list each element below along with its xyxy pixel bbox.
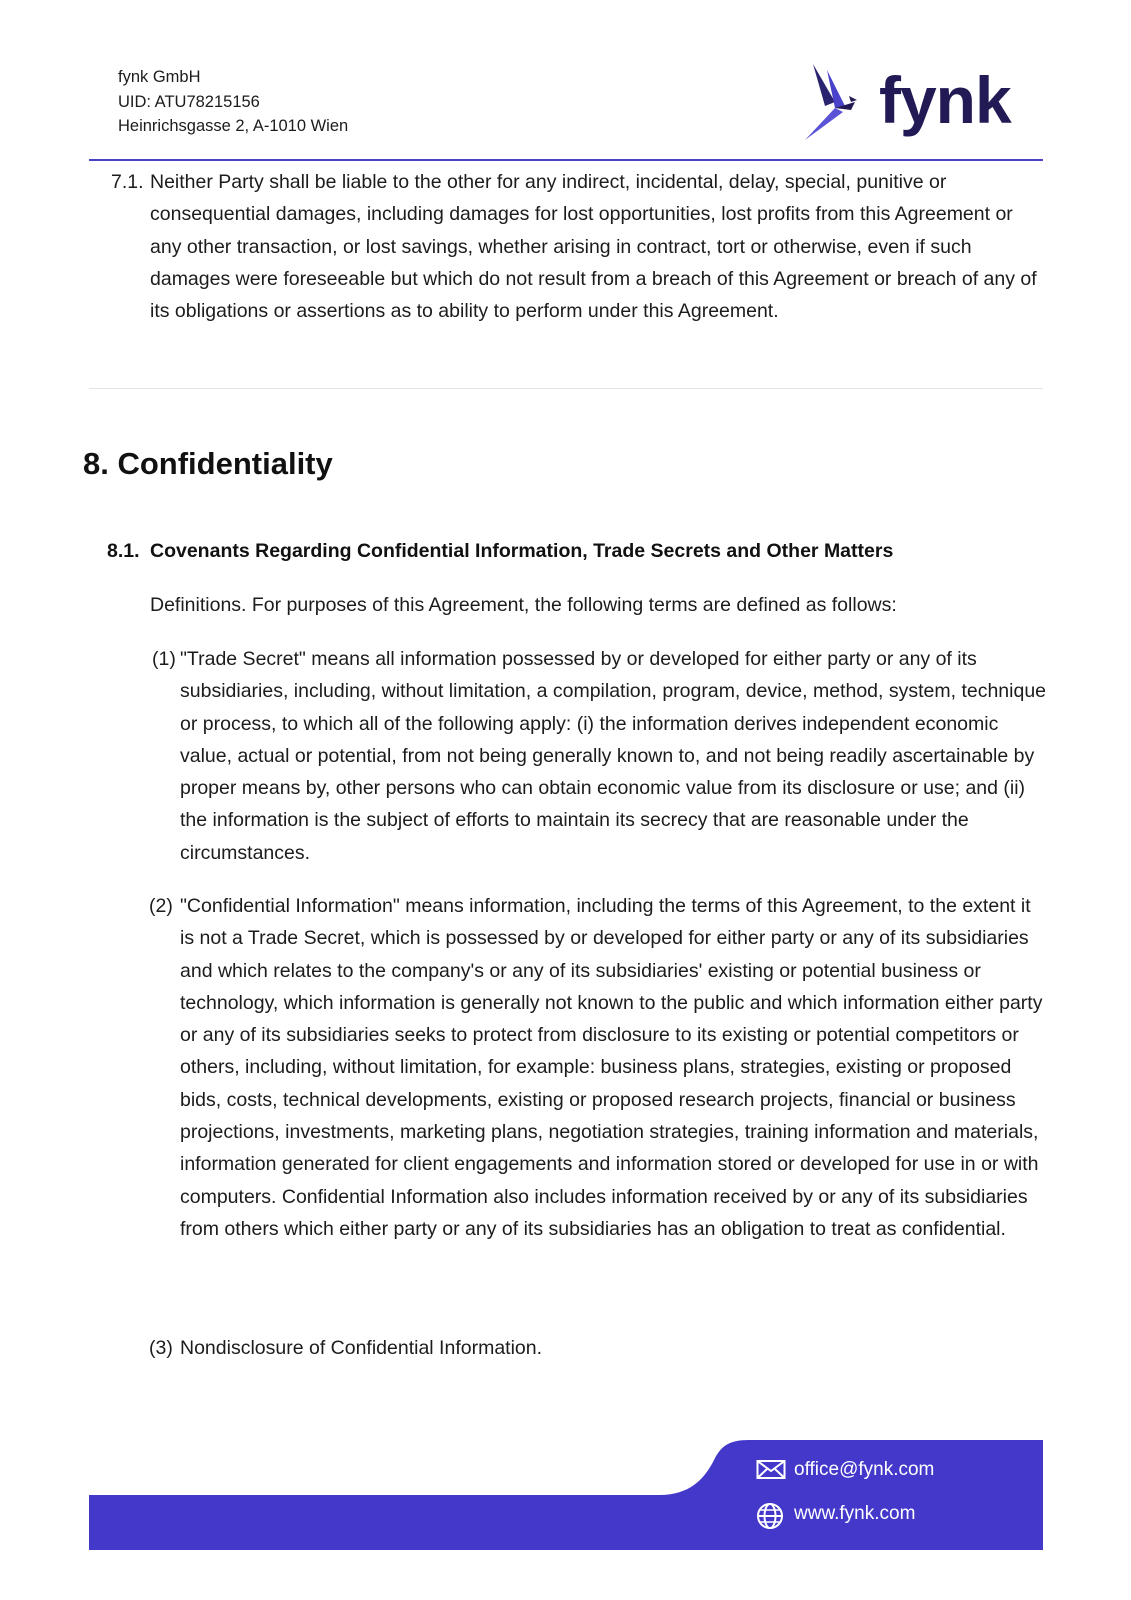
globe-icon (756, 1502, 784, 1530)
definitions-intro: Definitions. For purposes of this Agreement, the following terms are defined as follows: (150, 594, 897, 616)
clause-text: Neither Party shall be liable to the other for any indirect, incidental, delay, special, punitive or consequential damages, including damages for lost opportunities, lost profits from this Agreement or any other transaction, or lost savings, whether arising in contract, tort or otherwise, even if such damages were foreseeable but which do not result from a breach of this Agreement or breach of any of its obligations or assertions as to ability to perform under this Agreement. (150, 171, 1037, 323)
footer-website[interactable] (756, 1502, 915, 1526)
footer-banner (89, 1440, 1043, 1550)
list-item (149, 890, 1044, 1245)
section-divider (89, 388, 1043, 389)
mail-icon (756, 1458, 786, 1480)
clause-7-1 (111, 166, 1041, 327)
list-item-number: (2) (149, 895, 173, 917)
footer-shape (89, 1440, 1043, 1550)
company-info (118, 65, 348, 139)
company-uid: UID: ATU78215156 (118, 92, 260, 111)
list-item-text: "Confidential Information" means information, including the terms of this Agreement, to the extent it is not a Trade Secret, which is possessed by or developed for either party or any of its subsidiaries and which relates to the company's or any of its subsidiaries' existing or potential business or technology, which information is generally not known to the public and which information either party or any of its subsidiaries seeks to protect from disclosure to its existing or potential competitors or others, including, without limitation, for example: business plans, strategies, existing or proposed bids, costs, technical developments, existing or proposed research projects, financial or business projections, investments, marketing plans, negotiation strategies, training information and materials, information generated for client engagements and information stored or developed for use in or with computers. Confidential Information also includes information received by or any of its subsidiaries from others which either party or any of its subsidiaries has an obligation to treat as confidential. (180, 895, 1043, 1240)
list-item-number: (1) (152, 648, 176, 670)
header-divider (89, 159, 1043, 161)
subsection-number: 8.1. (107, 540, 140, 562)
subsection-title: Covenants Regarding Confidential Information, Trade Secrets and Other Matters (150, 540, 894, 562)
footer-email[interactable] (756, 1458, 934, 1482)
list-item-text: Nondisclosure of Confidential Information. (180, 1337, 543, 1359)
company-address: Heinrichsgasse 2, A-1010 Wien (118, 117, 349, 135)
fynk-logo (805, 60, 1011, 145)
clause-number: 7.1. (111, 171, 144, 193)
logo-wordmark: fynk (879, 63, 1011, 137)
company-name: fynk GmbH (118, 68, 201, 86)
footer-email-text[interactable]: office@fynk.com (794, 1459, 935, 1480)
list-item (149, 1332, 1044, 1364)
footer-website-text[interactable]: www.fynk.com (794, 1503, 916, 1524)
section-title: 8. Confidentiality (83, 446, 333, 481)
subsection-heading (107, 537, 1047, 565)
bird-logo-icon (805, 62, 877, 142)
list-item (152, 643, 1047, 869)
list-item-text: "Trade Secret" means all information possessed by or developed for either party or any of its subsidiaries, including, without limitation, a compilation, program, device, method, system, technique or process, to which all of the following apply: (i) the information derives independent economic value, actual or potential, from not being generally known to, and not being readily ascertainable by proper means by, other persons who can obtain economic value from its disclosure or use; and (ii) the information is the subject of efforts to maintain its secrecy that are reasonable under the circumstances. (180, 648, 1047, 864)
list-item-number: (3) (149, 1337, 173, 1359)
